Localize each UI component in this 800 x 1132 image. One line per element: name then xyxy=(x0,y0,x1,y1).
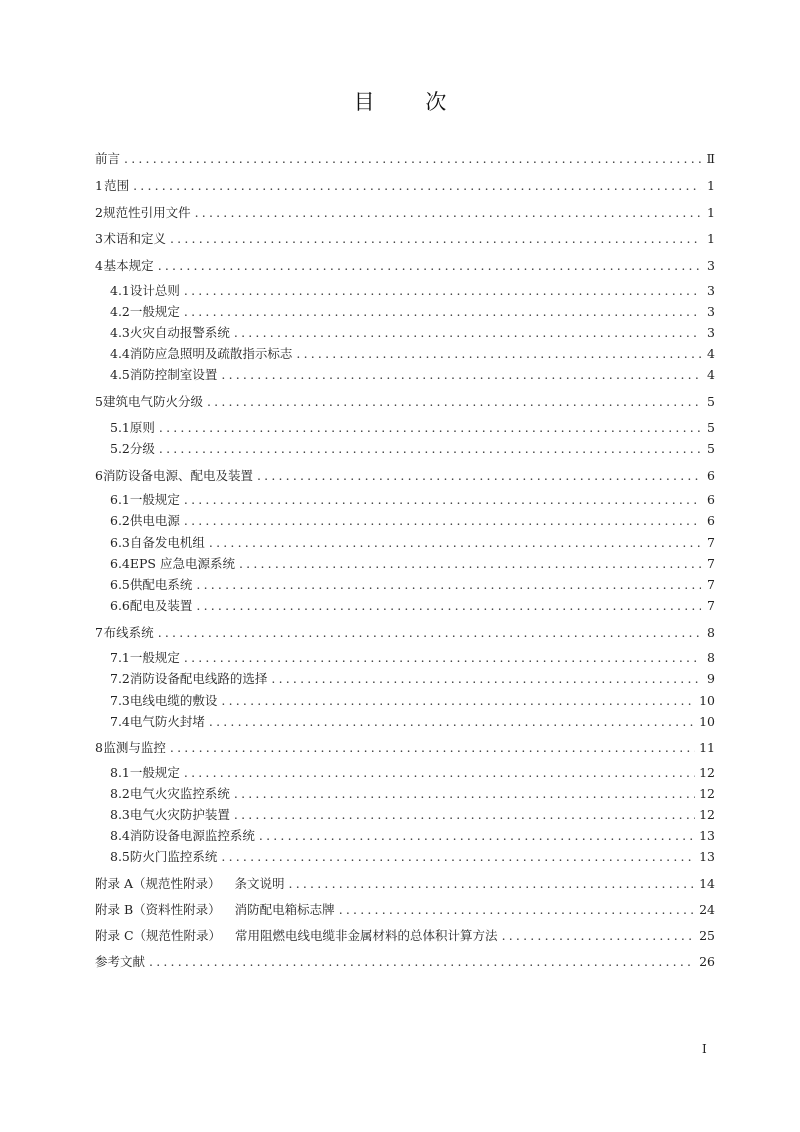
toc-entry[interactable] xyxy=(110,325,715,341)
dot-leader xyxy=(196,598,701,614)
toc-entry[interactable] xyxy=(95,178,715,194)
toc-entry[interactable] xyxy=(110,304,715,320)
dot-leader xyxy=(133,178,701,194)
toc-entry-number: 8.3 xyxy=(110,807,130,822)
toc-entry-page: 12 xyxy=(699,786,715,801)
toc-entry[interactable] xyxy=(95,876,715,892)
toc-entry-number: 8.2 xyxy=(110,786,130,801)
toc-entry-page: 13 xyxy=(699,828,715,843)
toc-entry-label: 一般规定 xyxy=(129,765,180,780)
toc-entry[interactable] xyxy=(110,492,715,508)
toc-entry-label: 一般规定 xyxy=(129,650,180,665)
toc-entry-number: 6.4 xyxy=(110,556,130,571)
toc-entry[interactable] xyxy=(95,902,715,918)
toc-entry[interactable] xyxy=(110,671,715,687)
toc-entry-number: 5.2 xyxy=(110,441,130,456)
toc-entry[interactable] xyxy=(110,693,715,709)
toc-entry[interactable] xyxy=(110,441,715,457)
toc-entry[interactable] xyxy=(95,954,715,970)
toc-entry-label: 条文说明 xyxy=(234,876,285,891)
toc-entry[interactable] xyxy=(95,205,715,221)
toc-entry-page: 24 xyxy=(699,902,715,917)
toc-entry-number: 3 xyxy=(95,231,103,246)
toc-entry-page: 7 xyxy=(707,577,715,592)
toc-entry[interactable] xyxy=(110,420,715,436)
toc-entry-page: 5 xyxy=(707,394,715,409)
toc-entry-page: 8 xyxy=(707,650,715,665)
page-title: 目 次 xyxy=(353,90,469,114)
toc-entry-label: 消防控制室设置 xyxy=(129,367,218,382)
toc-entry[interactable] xyxy=(95,394,715,410)
toc-entry-number: 8.5 xyxy=(110,849,130,864)
toc-entry-label: 一般规定 xyxy=(129,492,180,507)
dot-leader xyxy=(209,714,695,730)
dot-leader xyxy=(502,928,696,944)
toc-entry[interactable] xyxy=(95,258,715,274)
toc-entry-page: 8 xyxy=(707,625,715,640)
toc-entry-number: 7 xyxy=(95,625,103,640)
dot-leader xyxy=(239,556,701,572)
dot-leader xyxy=(234,325,701,341)
toc-entry[interactable] xyxy=(95,151,715,167)
toc-entry[interactable] xyxy=(110,828,715,844)
toc-entry-number: 4.2 xyxy=(110,304,130,319)
dot-leader xyxy=(339,902,695,918)
toc-entry-label: 配电及装置 xyxy=(129,598,193,613)
toc-entry-page: 14 xyxy=(699,876,715,891)
dot-leader xyxy=(184,765,695,781)
toc-entry-page: 4 xyxy=(707,346,715,361)
dot-leader xyxy=(296,346,701,362)
toc-entry[interactable] xyxy=(110,849,715,865)
toc-entry-label: 火灾自动报警系统 xyxy=(129,325,230,340)
toc-entry-label: 监测与监控 xyxy=(103,740,166,755)
toc-entry-number: 4.5 xyxy=(110,367,130,382)
toc-entry-number: 6.3 xyxy=(110,535,130,550)
toc-entry-page: 5 xyxy=(707,420,715,435)
toc-entry-number: 8 xyxy=(95,740,103,755)
toc-entry-number: 5 xyxy=(95,394,103,409)
dot-leader xyxy=(170,231,701,247)
toc-entry[interactable] xyxy=(110,346,715,362)
dot-leader xyxy=(124,151,701,167)
dot-leader xyxy=(289,876,696,892)
dot-leader xyxy=(184,492,701,508)
toc-entry-number: 附录 C（规范性附录） xyxy=(95,928,222,943)
toc-entry-number: 附录 A（规范性附录） xyxy=(95,876,221,891)
toc-entry-label: 范围 xyxy=(104,178,130,193)
toc-entry-label: 消防设备电源监控系统 xyxy=(129,828,255,843)
toc-entry-number: 6.5 xyxy=(110,577,130,592)
toc-entry-page: 9 xyxy=(707,671,715,686)
dot-leader xyxy=(184,513,701,529)
toc-entry-number: 附录 B（资料性附录） xyxy=(95,902,221,917)
toc-entry-label: 防火门监控系统 xyxy=(129,849,218,864)
toc-entry-number: 4 xyxy=(95,258,103,273)
toc-entry-page: 1 xyxy=(707,205,715,220)
toc-entry-number: 8.1 xyxy=(110,765,130,780)
toc-entry-number: 7.1 xyxy=(110,650,130,665)
toc-entry-label: 基本规定 xyxy=(103,258,154,273)
dot-leader xyxy=(158,625,701,641)
toc-entry-number: 4.1 xyxy=(110,283,130,298)
toc-entry-page: 6 xyxy=(707,513,715,528)
toc-entry-label: 前言 xyxy=(95,151,121,166)
toc-entry[interactable] xyxy=(110,535,715,551)
toc-entry-number: 4.3 xyxy=(110,325,130,340)
dot-leader xyxy=(209,535,701,551)
toc-entry-number: 7.2 xyxy=(110,671,130,686)
toc-entry[interactable] xyxy=(95,928,715,944)
toc-entry-label: 供配电系统 xyxy=(129,577,193,592)
toc-entry-page: 3 xyxy=(707,283,715,298)
toc-entry-page: 11 xyxy=(699,740,715,755)
toc-entry-number: 6.6 xyxy=(110,598,130,613)
toc-entry-page: 25 xyxy=(699,928,715,943)
toc-entry[interactable] xyxy=(95,231,715,247)
dot-leader xyxy=(259,828,695,844)
dot-leader xyxy=(159,441,701,457)
toc-entry-label: 术语和定义 xyxy=(103,231,166,246)
toc-entry-page: 6 xyxy=(707,492,715,507)
dot-leader xyxy=(195,205,701,221)
toc-entry-page: Ⅱ xyxy=(706,151,715,166)
toc-entry-number: 5.1 xyxy=(110,420,130,435)
toc-entry[interactable] xyxy=(110,598,715,614)
toc-entry[interactable] xyxy=(110,513,715,529)
toc-entry-label: 设计总则 xyxy=(129,283,180,298)
dot-leader xyxy=(221,693,695,709)
toc-entry-label: 电气防火封堵 xyxy=(129,714,205,729)
toc-entry[interactable] xyxy=(95,625,715,641)
dot-leader xyxy=(234,807,695,823)
toc-entry-page: 12 xyxy=(699,765,715,780)
toc-entry-label: 常用阻燃电线电缆非金属材料的总体积计算方法 xyxy=(235,928,498,943)
toc-entry-page: 13 xyxy=(699,849,715,864)
toc-entry-page: 10 xyxy=(699,693,715,708)
toc-entry-label: 消防应急照明及疏散指示标志 xyxy=(129,346,293,361)
toc-entry[interactable] xyxy=(110,283,715,299)
dot-leader xyxy=(184,304,701,320)
toc-entry-page: 1 xyxy=(707,231,715,246)
toc-entry-page: 10 xyxy=(699,714,715,729)
toc-entry-page: 3 xyxy=(707,304,715,319)
toc-entry[interactable] xyxy=(110,650,715,666)
dot-leader xyxy=(207,394,701,410)
dot-leader xyxy=(234,786,695,802)
toc-entry-page: 12 xyxy=(699,807,715,822)
toc-entry-number: 6 xyxy=(95,468,103,483)
toc-entry[interactable] xyxy=(110,786,715,802)
toc-entry-label: 布线系统 xyxy=(103,625,154,640)
toc-entry-page: 6 xyxy=(707,468,715,483)
dot-leader xyxy=(221,367,701,383)
toc-entry-number: 7.4 xyxy=(110,714,130,729)
toc-entry-page: 7 xyxy=(707,556,715,571)
toc-entry-number: 1 xyxy=(95,178,103,193)
toc-entry-page: 4 xyxy=(707,367,715,382)
toc-entry-label: 消防设备电源、配电及装置 xyxy=(102,468,253,483)
dot-leader xyxy=(170,740,695,756)
page-number: I xyxy=(702,1042,707,1056)
toc-entry-label: 电气火灾监控系统 xyxy=(129,786,230,801)
toc-entry-label: 建筑电气防火分级 xyxy=(102,394,203,409)
toc-entry[interactable] xyxy=(110,765,715,781)
toc-entry-page: 7 xyxy=(707,535,715,550)
toc-entry-label: 原则 xyxy=(129,420,155,435)
dot-leader xyxy=(158,258,701,274)
toc-entry-page: 5 xyxy=(707,441,715,456)
toc-entry[interactable] xyxy=(110,367,715,383)
dot-leader xyxy=(271,671,701,687)
toc-entry-page: 26 xyxy=(699,954,715,969)
toc-entry-label: 消防配电箱标志牌 xyxy=(234,902,335,917)
dot-leader xyxy=(257,468,701,484)
toc-entry-number: 8.4 xyxy=(110,828,130,843)
toc-entry-page: 1 xyxy=(707,178,715,193)
toc-entry[interactable] xyxy=(110,714,715,730)
toc-entry-page: 7 xyxy=(707,598,715,613)
toc-entry-page: 3 xyxy=(707,258,715,273)
toc-entry-label: 消防设备配电线路的选择 xyxy=(129,671,268,686)
toc-entry[interactable] xyxy=(110,807,715,823)
toc-entry[interactable] xyxy=(110,577,715,593)
toc-entry-number: 6.1 xyxy=(110,492,130,507)
dot-leader xyxy=(184,283,701,299)
toc-entry-label: 分级 xyxy=(129,441,155,456)
toc-entry-number: 4.4 xyxy=(110,346,130,361)
toc-entry-label: 电气火灾防护装置 xyxy=(129,807,230,822)
toc-entry[interactable] xyxy=(95,740,715,756)
toc-entry-label: EPS 应急电源系统 xyxy=(129,556,235,571)
dot-leader xyxy=(196,577,701,593)
dot-leader xyxy=(159,420,701,436)
toc-entry-label: 规范性引用文件 xyxy=(103,205,191,220)
toc-entry[interactable] xyxy=(110,556,715,572)
toc-entry[interactable] xyxy=(95,468,715,484)
toc-entry-page: 3 xyxy=(707,325,715,340)
toc-entry-number: 2 xyxy=(95,205,103,220)
toc-entry-number: 6.2 xyxy=(110,513,130,528)
toc-entry-label: 电线电缆的敷设 xyxy=(129,693,218,708)
toc-entry-label: 供电电源 xyxy=(129,513,180,528)
toc-entry-label: 一般规定 xyxy=(129,304,180,319)
toc-entry-number: 7.3 xyxy=(110,693,130,708)
toc-entry-label: 自备发电机组 xyxy=(129,535,205,550)
toc-entry-label: 参考文献 xyxy=(95,954,146,969)
dot-leader xyxy=(149,954,695,970)
dot-leader xyxy=(221,849,695,865)
dot-leader xyxy=(184,650,701,666)
